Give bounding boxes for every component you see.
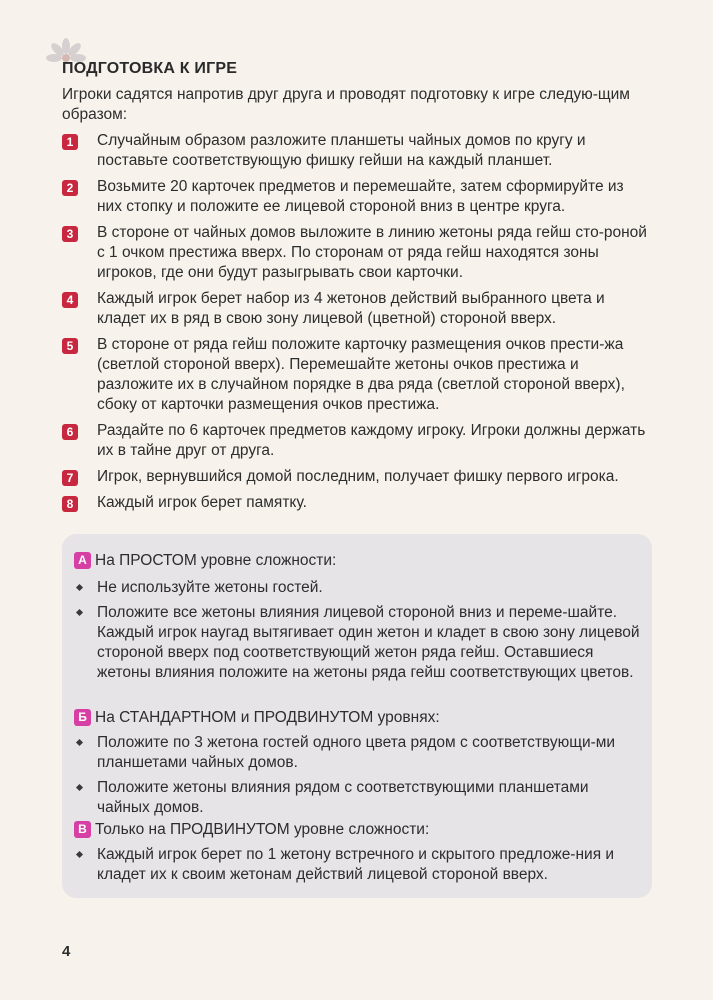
bullet-item	[74, 845, 642, 885]
bullet-item	[74, 778, 642, 818]
step-item	[62, 493, 652, 513]
step-number-badge: 7	[62, 470, 78, 486]
step-text: Каждый игрок берет набор из 4 жетонов действий выбранного цвета и кладет их в ряд в свою зону лицевой (цветной) стороной вверх.	[97, 290, 605, 327]
step-number-badge: 2	[62, 180, 78, 196]
step-item	[62, 421, 652, 461]
difficulty-advanced-heading	[74, 820, 429, 840]
page-number: 4	[62, 943, 71, 960]
section-letter-badge: В	[74, 821, 91, 838]
step-item	[62, 467, 652, 487]
difficulty-options-box	[62, 534, 652, 898]
bullet-text: Положите по 3 жетона гостей одного цвета рядом с соответствующи-ми планшетами чайных домов.	[97, 734, 616, 771]
step-item	[62, 335, 652, 415]
diamond-bullet-icon	[76, 739, 83, 746]
step-item	[62, 177, 652, 217]
diamond-bullet-icon	[76, 609, 83, 616]
difficulty-standard-heading	[74, 708, 440, 728]
section-letter-badge: Б	[74, 709, 91, 726]
bullet-item	[74, 603, 642, 683]
bullet-text: Положите все жетоны влияния лицевой стороной вниз и переме-шайте. Каждый игрок наугад вытягивает один жетон и кладет в свою зону лицевой стороной вверх под соответствующий жетон ряда гейш. Оставшиеся жетоны влияния положите на жетоны ряда гейш соответствующих цветов.	[97, 604, 640, 681]
step-number-badge: 1	[62, 134, 78, 150]
step-text: Каждый игрок берет памятку.	[97, 494, 307, 511]
step-number-badge: 8	[62, 496, 78, 512]
bullet-item	[74, 733, 642, 773]
setup-steps-list	[62, 131, 652, 519]
step-text: Игрок, вернувшийся домой последним, получает фишку первого игрока.	[97, 468, 619, 485]
step-item	[62, 223, 652, 283]
section-heading: ПОДГОТОВКА К ИГРЕ	[62, 60, 238, 77]
step-number-badge: 3	[62, 226, 78, 242]
step-text: Раздайте по 6 карточек предметов каждому игроку. Игроки должны держать их в тайне друг от друга.	[97, 422, 646, 459]
bullet-item	[74, 578, 642, 598]
step-text: Случайным образом разложите планшеты чайных домов по кругу и поставьте соответствующую фишку гейши на каждый планшет.	[97, 132, 586, 169]
diamond-bullet-icon	[76, 784, 83, 791]
step-number-badge: 5	[62, 338, 78, 354]
step-item	[62, 289, 652, 329]
section-title: На СТАНДАРТНОМ и ПРОДВИНУТОМ уровнях:	[95, 709, 440, 726]
step-text: Возьмите 20 карточек предметов и перемешайте, затем сформируйте из них стопку и положите ее лицевой стороной вниз в центре круга.	[97, 178, 624, 215]
step-text: В стороне от чайных домов выложите в линию жетоны ряда гейш сто-роной с 1 очком престижа вверх. По сторонам от ряда гейш находятся зоны игроков, где они будут разыгрывать свои карточки.	[97, 224, 647, 281]
section-letter-badge: А	[74, 552, 91, 569]
diamond-bullet-icon	[76, 851, 83, 858]
step-number-badge: 6	[62, 424, 78, 440]
diamond-bullet-icon	[76, 584, 83, 591]
section-title: На ПРОСТОМ уровне сложности:	[95, 552, 337, 569]
step-number-badge: 4	[62, 292, 78, 308]
bullet-text: Не используйте жетоны гостей.	[97, 579, 323, 596]
intro-text: Игроки садятся напротив друг друга и проводят подготовку к игре следую-щим образом:	[62, 86, 630, 123]
section-title: Только на ПРОДВИНУТОМ уровне сложности:	[95, 821, 430, 838]
bullet-text: Положите жетоны влияния рядом с соответствующими планшетами чайных домов.	[97, 779, 589, 816]
difficulty-easy-heading	[74, 551, 336, 571]
step-item	[62, 131, 652, 171]
step-text: В стороне от ряда гейш положите карточку размещения очков прести-жа (светлой стороной вверх). Перемешайте жетоны очков престижа и разложите их в случайном порядке в два ряда (светлой стороной вверх), сбоку от карточки размещения очков престижа.	[97, 336, 625, 413]
bullet-text: Каждый игрок берет по 1 жетону встречного и скрытого предложе-ния и кладет их к своим жетонам действий лицевой стороной вверх.	[97, 846, 615, 883]
